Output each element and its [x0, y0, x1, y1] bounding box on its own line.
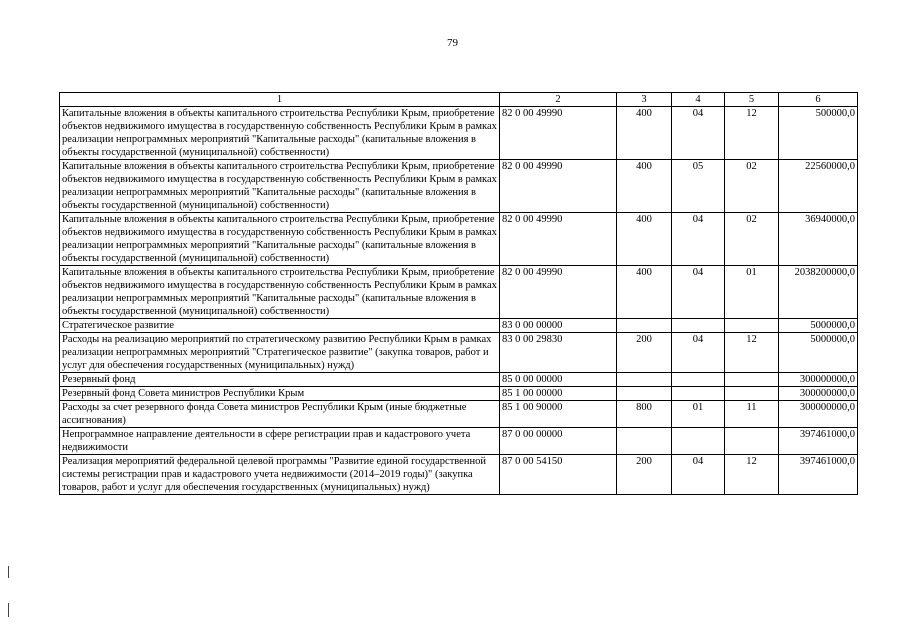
header-col-1: 1 — [60, 93, 500, 107]
cell-code: 87 0 00 54150 — [500, 455, 617, 495]
table-header-row — [60, 93, 858, 107]
cell-amount: 397461000,0 — [779, 428, 858, 455]
margin-mark — [8, 603, 9, 617]
cell-code: 85 0 00 00000 — [500, 373, 617, 387]
cell-name: Реализация мероприятий федеральной целевой программы "Развитие единой государственной системы регистрации прав и кадастрового учета недвижимости (2014–2019 годы)" (закупка товаров, работ и услуг для обеспечения государственных (муниципальных) нужд) — [60, 455, 500, 495]
header-col-2: 2 — [500, 93, 617, 107]
table-row — [60, 160, 858, 213]
cell-amount: 5000000,0 — [779, 319, 858, 333]
cell-section: 04 — [672, 107, 725, 160]
cell-section: 01 — [672, 401, 725, 428]
header-col-4: 4 — [672, 93, 725, 107]
cell-name: Капитальные вложения в объекты капитального строительства Республики Крым, приобретение объектов недвижимого имущества в государственную собственность Республики Крым в рамках реализации непрограммных мероприятий "Капитальные расходы" (капитальные вложения в объекты государственной (муниципальной) собственности) — [60, 213, 500, 266]
table-row — [60, 107, 858, 160]
cell-subsection — [725, 387, 779, 401]
cell-expense-type — [617, 387, 672, 401]
table-row — [60, 319, 858, 333]
cell-subsection: 01 — [725, 266, 779, 319]
cell-section — [672, 428, 725, 455]
cell-name: Расходы на реализацию мероприятий по стратегическому развитию Республики Крым в рамках реализации непрограммных мероприятий "Стратегическое развитие" (закупка товаров, работ и услуг для обеспечения государственных (муниципальных) нужд) — [60, 333, 500, 373]
cell-name: Стратегическое развитие — [60, 319, 500, 333]
table-row — [60, 455, 858, 495]
cell-expense-type: 400 — [617, 266, 672, 319]
cell-expense-type: 400 — [617, 213, 672, 266]
cell-expense-type: 800 — [617, 401, 672, 428]
cell-name: Капитальные вложения в объекты капитального строительства Республики Крым, приобретение объектов недвижимого имущества в государственную собственность Республики Крым в рамках реализации непрограммных мероприятий "Капитальные расходы" (капитальные вложения в объекты государственной (муниципальной) собственности) — [60, 107, 500, 160]
budget-table — [59, 92, 858, 495]
cell-amount: 36940000,0 — [779, 213, 858, 266]
cell-subsection — [725, 319, 779, 333]
cell-code: 82 0 00 49990 — [500, 266, 617, 319]
table-row — [60, 373, 858, 387]
cell-expense-type: 200 — [617, 333, 672, 373]
cell-amount: 300000000,0 — [779, 373, 858, 387]
table-row — [60, 266, 858, 319]
cell-expense-type — [617, 428, 672, 455]
cell-amount: 5000000,0 — [779, 333, 858, 373]
cell-section: 04 — [672, 333, 725, 373]
table-row — [60, 387, 858, 401]
cell-subsection: 02 — [725, 160, 779, 213]
cell-name: Расходы за счет резервного фонда Совета министров Республики Крым (иные бюджетные ассигнования) — [60, 401, 500, 428]
cell-code: 85 1 00 90000 — [500, 401, 617, 428]
cell-amount: 300000000,0 — [779, 387, 858, 401]
cell-name: Резервный фонд — [60, 373, 500, 387]
margin-mark — [8, 566, 9, 578]
cell-code: 82 0 00 49990 — [500, 107, 617, 160]
cell-amount: 397461000,0 — [779, 455, 858, 495]
cell-name: Капитальные вложения в объекты капитального строительства Республики Крым, приобретение объектов недвижимого имущества в государственную собственность Республики Крым в рамках реализации непрограммных мероприятий "Капитальные расходы" (капитальные вложения в объекты государственной (муниципальной) собственности) — [60, 160, 500, 213]
cell-code: 83 0 00 00000 — [500, 319, 617, 333]
cell-name: Капитальные вложения в объекты капитального строительства Республики Крым, приобретение объектов недвижимого имущества в государственную собственность Республики Крым в рамках реализации непрограммных мероприятий "Капитальные расходы" (капитальные вложения в объекты государственной (муниципальной) собственности) — [60, 266, 500, 319]
cell-expense-type: 400 — [617, 160, 672, 213]
cell-expense-type — [617, 373, 672, 387]
cell-expense-type: 200 — [617, 455, 672, 495]
table-row — [60, 428, 858, 455]
table-row — [60, 213, 858, 266]
cell-code: 85 1 00 00000 — [500, 387, 617, 401]
cell-amount: 500000,0 — [779, 107, 858, 160]
cell-section — [672, 319, 725, 333]
cell-subsection: 11 — [725, 401, 779, 428]
cell-expense-type — [617, 319, 672, 333]
cell-code: 87 0 00 00000 — [500, 428, 617, 455]
cell-amount: 300000000,0 — [779, 401, 858, 428]
table-row — [60, 401, 858, 428]
page-number: 79 — [447, 37, 458, 49]
header-col-6: 6 — [779, 93, 858, 107]
cell-section: 04 — [672, 266, 725, 319]
cell-amount: 22560000,0 — [779, 160, 858, 213]
cell-amount: 2038200000,0 — [779, 266, 858, 319]
cell-name: Резервный фонд Совета министров Республики Крым — [60, 387, 500, 401]
header-col-5: 5 — [725, 93, 779, 107]
cell-subsection — [725, 428, 779, 455]
cell-subsection — [725, 373, 779, 387]
cell-code: 83 0 00 29830 — [500, 333, 617, 373]
cell-section: 04 — [672, 213, 725, 266]
cell-subsection: 02 — [725, 213, 779, 266]
cell-subsection: 12 — [725, 333, 779, 373]
cell-name: Непрограммное направление деятельности в сфере регистрации прав и кадастрового учета недвижимости — [60, 428, 500, 455]
cell-section — [672, 387, 725, 401]
cell-code: 82 0 00 49990 — [500, 160, 617, 213]
cell-section: 05 — [672, 160, 725, 213]
cell-section: 04 — [672, 455, 725, 495]
cell-code: 82 0 00 49990 — [500, 213, 617, 266]
cell-section — [672, 373, 725, 387]
table-row — [60, 333, 858, 373]
cell-expense-type: 400 — [617, 107, 672, 160]
header-col-3: 3 — [617, 93, 672, 107]
cell-subsection: 12 — [725, 455, 779, 495]
cell-subsection: 12 — [725, 107, 779, 160]
